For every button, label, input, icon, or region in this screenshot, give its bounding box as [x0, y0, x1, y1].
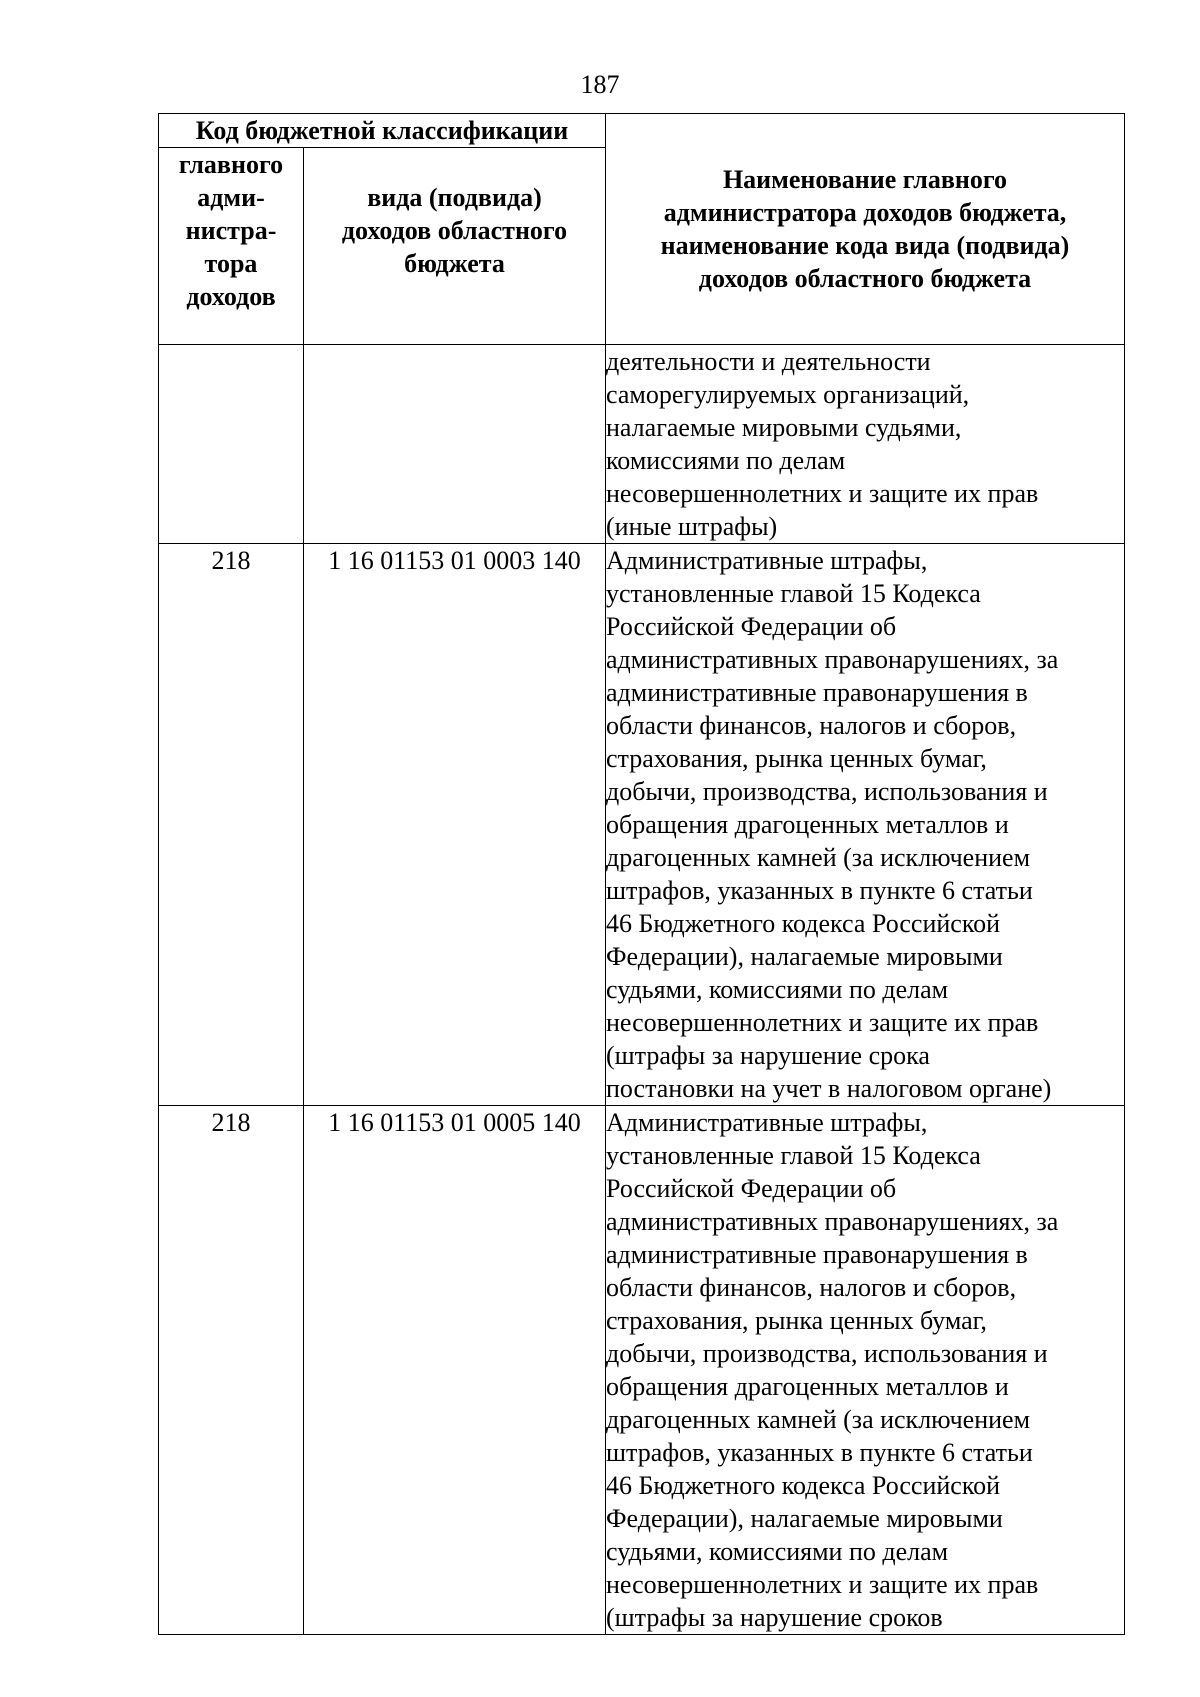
table-row	[159, 1106, 1125, 1635]
description-line: Российской Федерации об	[606, 612, 897, 641]
budget-code-group-header: Код бюджетной классификации	[159, 114, 606, 148]
table-row	[159, 544, 1125, 1106]
kind-code-cell: 1 16 01153 01 0005 140	[304, 1106, 606, 1635]
description-line: 46 Бюджетного кодекса Российской	[606, 1471, 1001, 1500]
description-line: установленные главой 15 Кодекса	[606, 579, 981, 608]
admin-header-line: нистра-	[185, 216, 277, 245]
description-line: несовершеннолетних и защите их прав	[606, 1008, 1039, 1037]
description-line: административных правонарушениях, за	[606, 645, 1059, 674]
description-line: области финансов, налогов и сборов,	[606, 711, 1017, 740]
description-line: (штрафы за нарушение сроков	[606, 1603, 943, 1632]
description-line: добычи, производства, использования и	[606, 777, 1048, 806]
description-line: постановки на учет в налоговом органе)	[606, 1074, 1052, 1103]
description-line: Административные штрафы,	[606, 1108, 928, 1137]
description-line: комиссиями по делам	[606, 446, 846, 475]
admin-header-line: главного	[178, 150, 284, 179]
kind-header-line: бюджета	[404, 249, 505, 278]
description-line: драгоценных камней (за исключением	[606, 1405, 1031, 1434]
admin-header-line: доходов	[186, 282, 276, 311]
description-cell	[606, 544, 1125, 1106]
admin-code-cell: 218	[159, 544, 304, 1106]
description-line: Административные штрафы,	[606, 546, 928, 575]
description-line: несовершеннолетних и защите их прав	[606, 479, 1039, 508]
name-header-line: доходов областного бюджета	[698, 264, 1032, 293]
admin-header-line: адми-	[197, 183, 265, 212]
description-line: судьями, комиссиями по делам	[606, 1537, 949, 1566]
description-line: Федерации), налагаемые мировыми	[606, 1504, 1003, 1533]
description-line: страхования, рынка ценных бумаг,	[606, 744, 987, 773]
admin-code-cell	[159, 345, 304, 544]
admin-column-header	[159, 148, 304, 345]
kind-column-header	[304, 148, 606, 345]
budget-classification-table	[158, 113, 1125, 1635]
description-line: 46 Бюджетного кодекса Российской	[606, 909, 1001, 938]
name-header-line: Наименование главного	[722, 165, 1008, 194]
description-line: обращения драгоценных металлов и	[606, 810, 1009, 839]
description-line: (иные штрафы)	[606, 512, 778, 541]
description-line: Российской Федерации об	[606, 1174, 897, 1203]
table-row	[159, 345, 1125, 544]
description-line: административные правонарушения в	[606, 1240, 1028, 1269]
name-header-line: администратора доходов бюджета,	[663, 198, 1067, 227]
description-line: деятельности и деятельности	[606, 347, 931, 376]
kind-header-line: доходов областного	[341, 216, 568, 245]
name-header-line: наименование кода вида (подвида)	[660, 231, 1070, 260]
description-line: административных правонарушениях, за	[606, 1207, 1059, 1236]
description-line: Федерации), налагаемые мировыми	[606, 942, 1003, 971]
description-line: обращения драгоценных металлов и	[606, 1372, 1009, 1401]
description-line: несовершеннолетних и защите их прав	[606, 1570, 1039, 1599]
description-cell	[606, 345, 1125, 544]
description-line: страхования, рынка ценных бумаг,	[606, 1306, 987, 1335]
description-line: области финансов, налогов и сборов,	[606, 1273, 1017, 1302]
description-line: налагаемые мировыми судьями,	[606, 413, 962, 442]
description-line: установленные главой 15 Кодекса	[606, 1141, 981, 1170]
description-line: добычи, производства, использования и	[606, 1339, 1048, 1368]
kind-header-line: вида (подвида)	[367, 183, 542, 212]
description-cell	[606, 1106, 1125, 1635]
description-line: саморегулируемых организаций,	[606, 380, 970, 409]
admin-code-cell: 218	[159, 1106, 304, 1635]
description-line: штрафов, указанных в пункте 6 статьи	[606, 1438, 1033, 1467]
description-line: административные правонарушения в	[606, 678, 1028, 707]
name-column-header	[606, 114, 1125, 345]
description-line: драгоценных камней (за исключением	[606, 843, 1031, 872]
description-line: (штрафы за нарушение срока	[606, 1041, 930, 1070]
description-line: штрафов, указанных в пункте 6 статьи	[606, 876, 1033, 905]
description-line: судьями, комиссиями по делам	[606, 975, 949, 1004]
kind-code-cell	[304, 345, 606, 544]
kind-code-cell: 1 16 01153 01 0003 140	[304, 544, 606, 1106]
admin-header-line: тора	[204, 249, 258, 278]
page-number: 187	[580, 70, 620, 99]
